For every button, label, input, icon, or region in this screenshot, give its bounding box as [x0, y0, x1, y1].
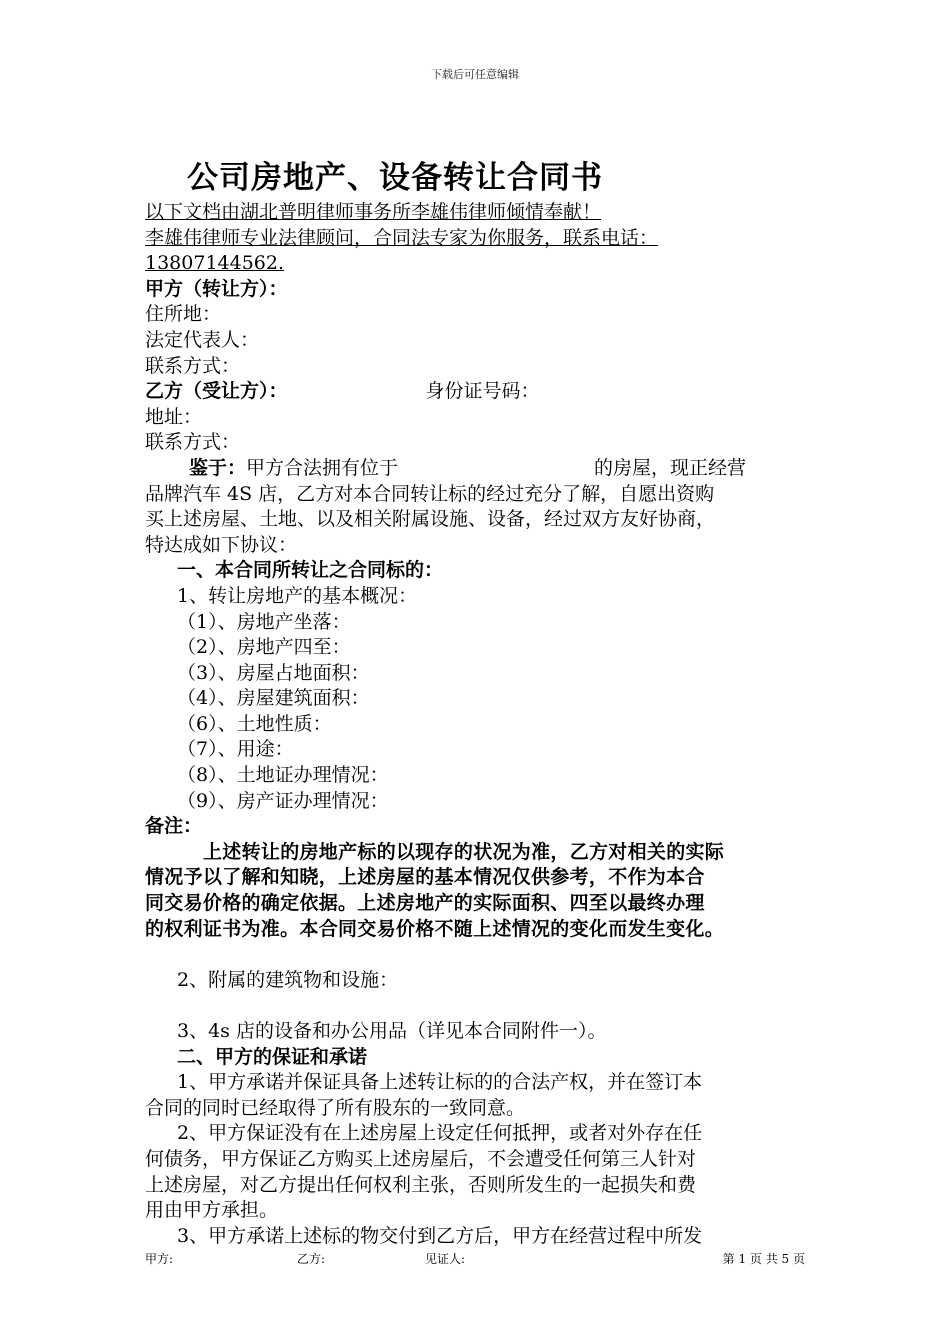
party-a-address: 住所地： — [145, 303, 222, 326]
property-item: （4）、房屋建筑面积： — [177, 687, 370, 710]
intro-line-2: 李雄伟律师专业法律顾问，合同法专家为你服务，联系电话： — [145, 226, 659, 249]
document-title: 公司房地产、设备转让合同书 — [187, 160, 603, 196]
whereas-line-2: 品牌汽车 4S 店，乙方对本合同转让标的经过充分了解，自愿出资购 — [145, 482, 715, 505]
clause-line: 合同的同时已经取得了所有股东的一致同意。 — [145, 1096, 526, 1119]
note-line: 情况予以了解和知晓，上述房屋的基本情况仅供参考，不作为本合 — [145, 866, 705, 889]
party-a-label: 甲方（转让方）： — [145, 277, 288, 300]
clause-line: 上述房屋，对乙方提出任何权利主张，否则所发生的一起损失和费 — [145, 1173, 697, 1196]
property-item: （7）、用途： — [177, 738, 294, 761]
whereas-line-1 — [145, 456, 810, 482]
whereas-text-b: 的房屋，现正经营 — [594, 456, 747, 479]
clause-line: 何债务，甲方保证乙方购买上述房屋后，不会遭受任何第三人针对 — [145, 1147, 697, 1170]
whereas-line-3: 买上述房屋、土地、以及相关附属设施、设备，经过双方友好协商， — [145, 508, 716, 531]
footer-party-a: 甲方: — [145, 1252, 174, 1266]
property-item: （2）、房地产四至： — [177, 636, 351, 659]
whereas-text-a: 甲方合法拥有位于 — [246, 456, 399, 479]
spacer — [145, 993, 810, 1019]
spacer — [145, 942, 810, 968]
party-b-label: 乙方（受让方）： — [145, 380, 288, 403]
intro-line-1: 以下文档由湖北普明律师事务所李雄伟律师倾情奉献！ — [145, 201, 602, 223]
page-header-note: 下载后可任意编辑 — [431, 68, 519, 81]
property-item: （1）、房地产坐落： — [177, 610, 351, 633]
clause-line: 3、甲方承诺上述标的物交付到乙方后，甲方在经营过程中所发 — [177, 1224, 703, 1247]
clause-line: 用由甲方承担。 — [145, 1199, 279, 1222]
party-a-representative: 法定代表人： — [145, 328, 260, 351]
property-item: （3）、房屋占地面积： — [177, 661, 370, 684]
section-1-heading: 一、本合同所转让之合同标的： — [177, 559, 444, 582]
document-body — [145, 200, 810, 1249]
clause-line: 2、甲方保证没有在上述房屋上设定任何抵押，或者对外存在任 — [177, 1122, 703, 1145]
note-line: 的权利证书为准。本合同交易价格不随上述情况的变化而发生变化。 — [145, 917, 725, 940]
party-a-contact: 联系方式： — [145, 354, 241, 377]
footer-witness: 见证人: — [425, 1252, 466, 1266]
section-1-sub-3: 3、4s 店的设备和办公用品（详见本合同附件一）。 — [177, 1020, 607, 1042]
section-1-sub-1: 1、转让房地产的基本概况： — [177, 584, 418, 607]
party-b-contact: 联系方式： — [145, 431, 241, 454]
party-b-id-label: 身份证号码： — [425, 380, 540, 403]
section-1-sub-2: 2、附属的建筑物和设施： — [177, 968, 399, 991]
note-line: 同交易价格的确定依据。上述房地产的实际面积、四至以最终办理 — [145, 892, 705, 915]
party-b-row — [145, 379, 810, 405]
footer-party-b: 乙方: — [297, 1252, 326, 1266]
section-2-heading: 二、甲方的保证和承诺 — [177, 1045, 368, 1068]
page-footer — [145, 1250, 805, 1266]
whereas-label: 鉴于： — [189, 456, 247, 479]
whereas-line-4: 特达成如下协议： — [145, 533, 298, 556]
footer-page-number: 第 1 页 共 5 页 — [722, 1252, 805, 1266]
property-item: （6）、土地性质： — [177, 712, 332, 735]
note-label: 备注： — [145, 815, 203, 838]
intro-phone: 13807144562. — [145, 252, 285, 275]
clause-line: 1、甲方承诺并保证具备上述转让标的的合法产权，并在签订本 — [177, 1071, 703, 1094]
note-line: 上述转让的房地产标的以现存的状况为准，乙方对相关的实际 — [203, 840, 725, 863]
party-b-address: 地址： — [145, 405, 203, 428]
property-item: （9）、房产证办理情况： — [177, 789, 389, 812]
property-item: （8）、土地证办理情况： — [177, 764, 389, 787]
